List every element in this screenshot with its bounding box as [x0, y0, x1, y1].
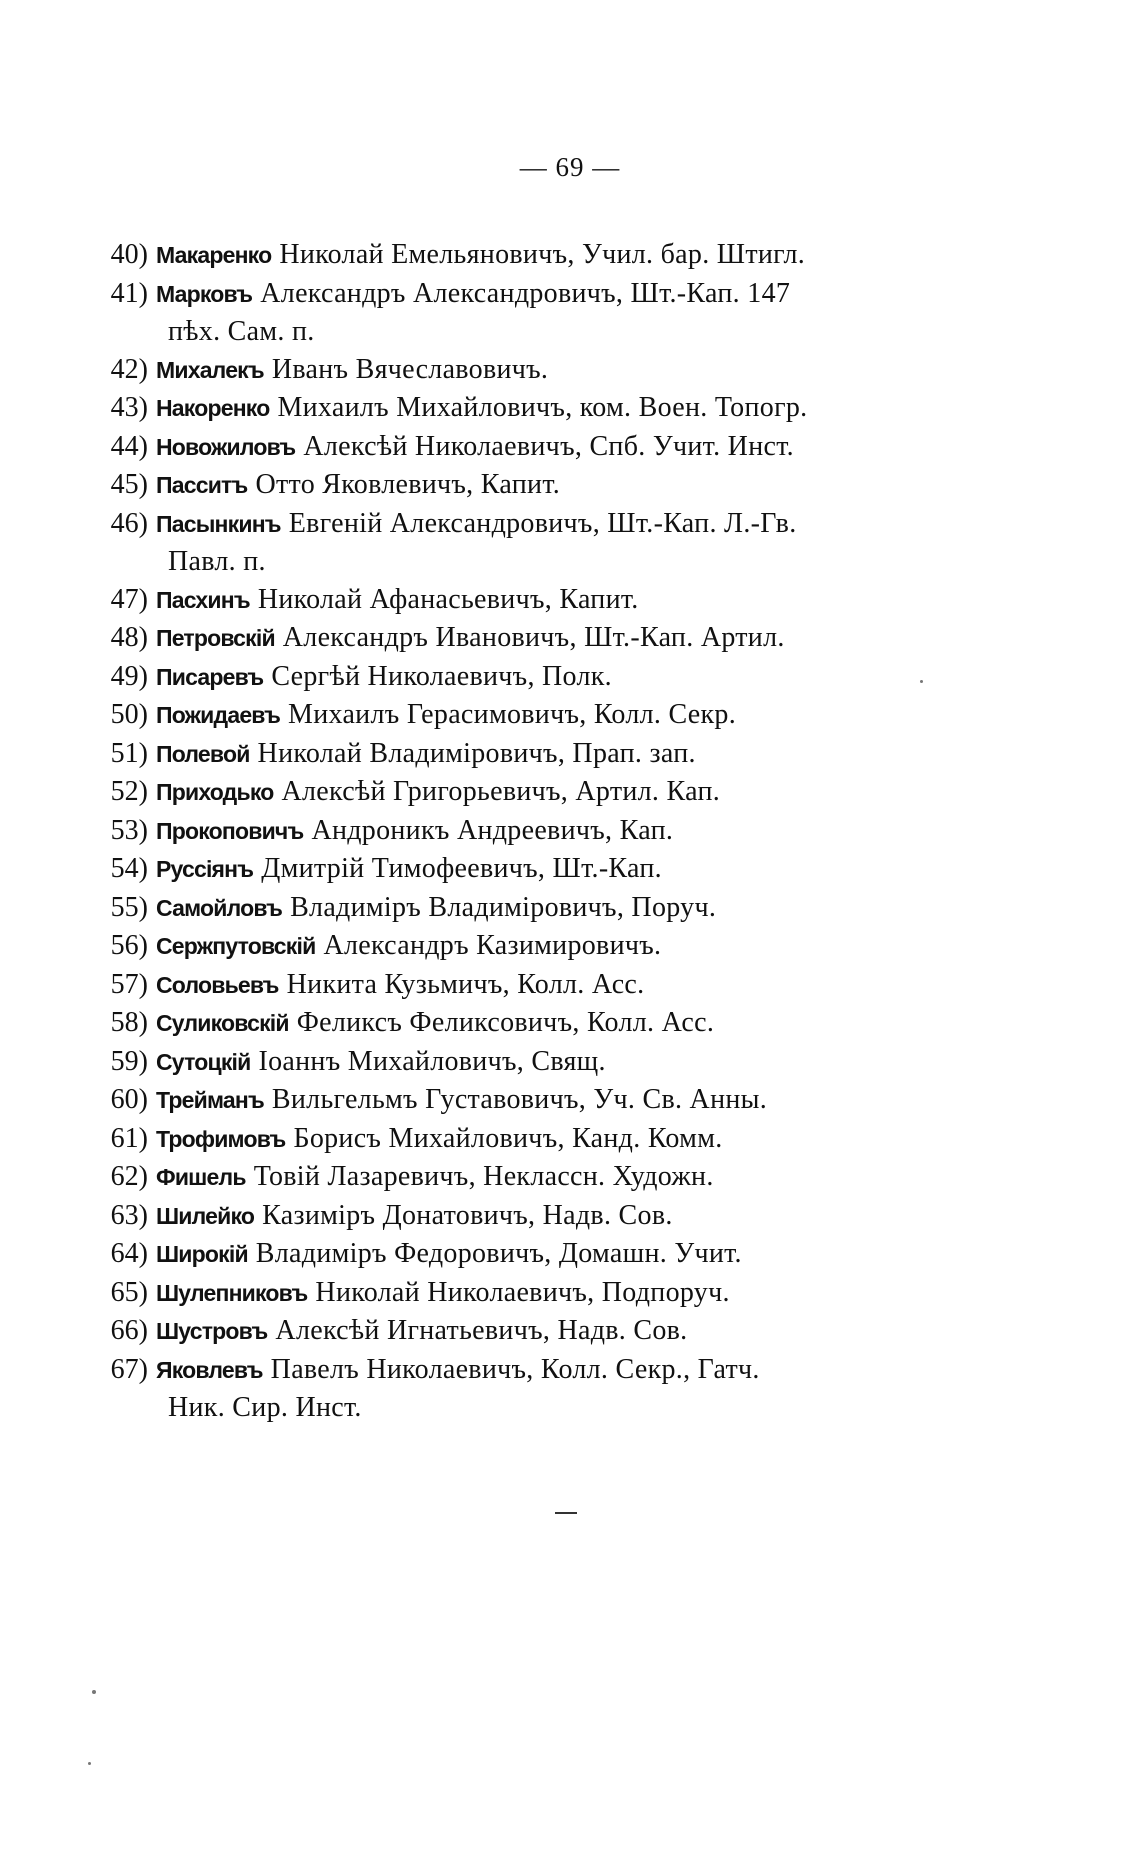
entry-surname: Марковъ	[156, 280, 253, 307]
entry-number: 64)	[110, 1238, 148, 1269]
list-item	[92, 658, 952, 697]
entry-surname: Широкій	[156, 1241, 248, 1267]
list-item	[92, 1120, 952, 1159]
entry-continuation: Ник. Сир. Инст.	[168, 1392, 362, 1423]
entry-surname: Сутоцкій	[156, 1048, 251, 1075]
entry-details: Павелъ Николаевичъ, Колл. Секр., Гатч.	[270, 1353, 760, 1385]
list-item	[92, 1197, 952, 1236]
entry-surname: Пожидаевъ	[156, 702, 281, 728]
entry-details: Дмитрій Тимофеевичъ, Шт.-Кап.	[261, 853, 662, 884]
list-item	[92, 1351, 952, 1427]
list-item	[92, 275, 952, 351]
entry-number: 55)	[110, 891, 148, 923]
print-speck	[92, 1690, 96, 1694]
entry-surname: Пасынкинъ	[156, 510, 281, 537]
list-item	[92, 735, 952, 774]
entry-surname: Суликовскій	[156, 1010, 289, 1036]
entry-surname: Новожиловъ	[156, 433, 296, 460]
entry-number: 48)	[110, 622, 148, 653]
entry-details: Казиміръ Донатовичъ, Надв. Сов.	[262, 1199, 673, 1231]
entry-details: Евгеній Александровичъ, Шт.-Кап. Л.-Гв.	[288, 507, 797, 539]
entry-details: Михаилъ Герасимовичъ, Колл. Секр.	[288, 699, 737, 730]
print-speck	[920, 680, 923, 683]
entry-details: Борисъ Михайловичъ, Канд. Комм.	[293, 1122, 723, 1154]
entry-number: 63)	[110, 1199, 148, 1231]
list-item	[92, 1081, 952, 1120]
entry-number: 53)	[110, 814, 148, 846]
entry-number: 52)	[110, 776, 148, 807]
entry-number: 49)	[110, 660, 148, 692]
entry-number: 44)	[110, 430, 148, 462]
list-item	[92, 696, 952, 735]
entry-details: Николай Владиміровичъ, Прап. зап.	[257, 737, 696, 769]
entry-surname: Накоренко	[156, 395, 270, 421]
entry-number: 41)	[110, 277, 148, 309]
entry-surname: Руссіянъ	[156, 856, 254, 882]
list-item	[92, 351, 952, 390]
entry-surname: Шустровъ	[156, 1318, 268, 1344]
entry-details: Андроникъ Андреевичъ, Кап.	[311, 814, 674, 846]
entry-surname: Пасситъ	[156, 472, 248, 498]
entry-number: 61)	[110, 1122, 148, 1154]
entry-number: 54)	[110, 853, 148, 884]
entry-details: Отто Яковлевичъ, Капит.	[255, 469, 561, 500]
list-item	[92, 1043, 952, 1082]
entry-number: 66)	[110, 1315, 148, 1346]
entry-continuation: Павл. п.	[168, 546, 266, 577]
entry-number: 67)	[110, 1353, 148, 1385]
entry-continuation: пѣх. Сам. п.	[168, 316, 315, 347]
entry-number: 60)	[110, 1084, 148, 1115]
page-number: — 69 —	[519, 152, 621, 182]
entry-surname: Фишель	[156, 1164, 246, 1190]
entry-number: 45)	[110, 469, 148, 500]
list-item	[92, 927, 952, 966]
list-item	[92, 428, 952, 467]
entry-number: 50)	[110, 699, 148, 730]
entry-surname: Петровскій	[156, 625, 275, 651]
entry-number: 62)	[110, 1161, 148, 1192]
entry-number: 47)	[110, 583, 148, 615]
list-item	[92, 889, 952, 928]
entry-details: Михаилъ Михайловичъ, ком. Воен. Топогр.	[277, 392, 808, 423]
entry-surname: Яковлевъ	[156, 1356, 263, 1383]
entry-details: Сергѣй Николаевичъ, Полк.	[271, 660, 612, 692]
list-item	[92, 581, 952, 620]
entry-surname: Пасхинъ	[156, 586, 250, 613]
list-item	[92, 1274, 952, 1313]
entry-number: 57)	[110, 968, 148, 1000]
entry-details: Іоаннъ Михайловичъ, Свящ.	[258, 1045, 606, 1077]
entry-number: 56)	[110, 930, 148, 961]
list-item	[92, 966, 952, 1005]
separator-mark	[555, 1512, 577, 1514]
entry-details: Алексѣй Николаевичъ, Спб. Учит. Инст.	[303, 430, 794, 462]
entry-details: Владиміръ Федоровичъ, Домашн. Учит.	[255, 1238, 742, 1269]
entry-number: 65)	[110, 1276, 148, 1308]
entry-details: Николай Афанасьевичъ, Капит.	[257, 583, 639, 615]
entry-number: 43)	[110, 392, 148, 423]
list-item	[92, 1312, 952, 1351]
list-item	[92, 773, 952, 812]
entry-details: Иванъ Вячеславовичъ.	[271, 353, 549, 385]
entry-surname: Макаренко	[156, 242, 272, 268]
entry-details: Алексѣй Григорьевичъ, Артил. Кап.	[281, 776, 721, 807]
print-speck	[88, 1762, 91, 1765]
entry-details: Феликсъ Феликсовичъ, Колл. Асс.	[296, 1007, 715, 1038]
entry-surname: Соловьевъ	[156, 971, 279, 998]
entry-list	[92, 236, 952, 1427]
list-item	[92, 1235, 952, 1274]
list-item	[92, 1158, 952, 1197]
list-item	[92, 505, 952, 581]
entry-surname: Приходько	[156, 779, 274, 805]
list-item	[92, 850, 952, 889]
entry-surname: Михалекъ	[156, 356, 264, 383]
entry-surname: Полевой	[156, 740, 250, 767]
entry-surname: Писаревъ	[156, 663, 264, 690]
entry-number: 59)	[110, 1045, 148, 1077]
entry-details: Александръ Александровичъ, Шт.-Кап. 147	[260, 277, 791, 309]
entry-number: 58)	[110, 1007, 148, 1038]
entry-number: 46)	[110, 507, 148, 539]
list-item	[92, 812, 952, 851]
entry-details: Александръ Казимировичъ.	[323, 930, 662, 961]
entry-details: Товій Лазаревичъ, Неклассн. Художн.	[253, 1161, 714, 1192]
list-item	[92, 236, 952, 275]
list-item	[92, 1004, 952, 1043]
entry-surname: Шулепниковъ	[156, 1279, 308, 1306]
list-item	[92, 466, 952, 505]
list-item	[92, 389, 952, 428]
entry-surname: Прокоповичъ	[156, 817, 304, 844]
entry-number: 40)	[110, 239, 148, 270]
entry-details: Николай Емельяновичъ, Учил. бар. Штигл.	[279, 239, 806, 270]
entry-details: Николай Николаевичъ, Подпоруч.	[315, 1276, 730, 1308]
entry-surname: Трейманъ	[156, 1087, 264, 1113]
entry-surname: Шилейко	[156, 1202, 255, 1229]
entry-details: Александръ Ивановичъ, Шт.-Кап. Артил.	[282, 622, 785, 653]
entry-details: Алексѣй Игнатьевичъ, Надв. Сов.	[275, 1315, 688, 1346]
entry-surname: Трофимовъ	[156, 1125, 286, 1152]
entry-number: 42)	[110, 353, 148, 385]
entry-number: 51)	[110, 737, 148, 769]
entry-details: Вильгельмъ Густавовичъ, Уч. Св. Анны.	[271, 1084, 768, 1115]
list-item	[92, 619, 952, 658]
entry-surname: Сержпутовскій	[156, 933, 316, 959]
entry-details: Никита Кузьмичъ, Колл. Асс.	[286, 968, 645, 1000]
entry-details: Владиміръ Владиміровичъ, Поруч.	[290, 891, 717, 923]
entry-surname: Самойловъ	[156, 894, 283, 921]
